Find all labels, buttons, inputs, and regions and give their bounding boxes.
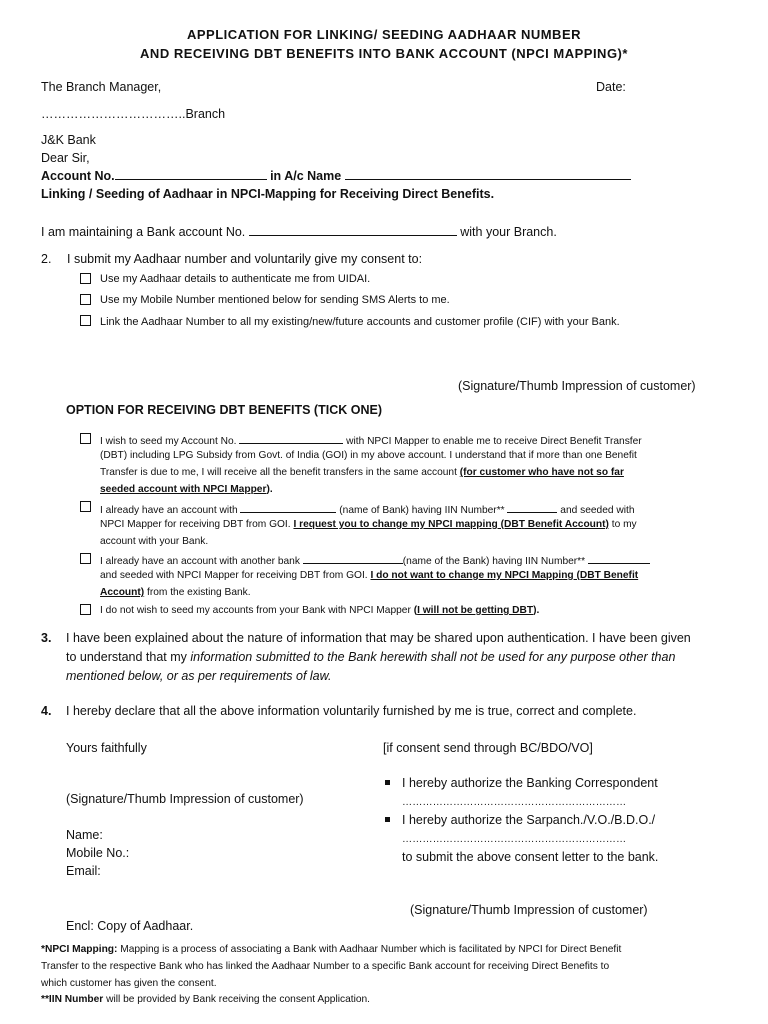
section-3-text-a: to understand that my — [66, 650, 191, 664]
submit-consent-text: to submit the above consent letter to the bank. — [402, 850, 659, 864]
opt1-text-b: with NPCI Mapper to enable me to receive Direct Benefit Transfer — [343, 436, 642, 447]
section-3-italic-a: information submitted to the Bank herewith shall not be used for any purpose other than — [190, 650, 676, 664]
ac-name-field[interactable] — [345, 169, 631, 180]
yours-faithfully: Yours faithfully — [66, 741, 147, 755]
opt1-close: ). — [266, 484, 273, 495]
opt4-open: ( — [413, 605, 418, 616]
consent-checkbox-link[interactable] — [80, 315, 91, 326]
authorize-sarpanch: I hereby authorize the Sarpanch./V.O./B.D.O./ — [402, 813, 656, 827]
opt3-text-d: from the existing Bank. — [144, 587, 251, 598]
section-2-number: 2. — [41, 252, 52, 266]
bank-name: J&K Bank — [41, 133, 96, 147]
salutation: Dear Sir, — [41, 151, 90, 165]
opt3-no-change-a: I do not want to change my NPCI Mapping (DBT Benefit — [370, 570, 639, 581]
opt4-text-a: I do not wish to seed my accounts from your Bank with NPCI Mapper — [100, 605, 414, 616]
dbt-option-2-line3: account with your Bank. — [100, 536, 209, 547]
branch-line — [41, 107, 225, 121]
opt3-text-c: and seeded with NPCI Mapper for receiving DBT from GOI. — [100, 570, 371, 581]
footnote-iin-text: will be provided by Bank receiving the consent Application. — [103, 994, 371, 1005]
opt2-iin-field[interactable] — [507, 502, 557, 513]
account-no-field[interactable] — [115, 169, 267, 180]
footnote-iin — [41, 994, 370, 1005]
declaration-text: I hereby declare that all the above information voluntarily furnished by me is true, correct and complete. — [66, 704, 637, 718]
opt1-text-a: I wish to seed my Account No. — [100, 436, 240, 447]
account-name-line — [41, 169, 631, 183]
bank-account-no-field[interactable] — [249, 225, 457, 236]
footnote-iin-label: **IIN Number — [41, 994, 104, 1005]
customer-signature-2: (Signature/Thumb Impression of customer) — [66, 792, 304, 806]
dbt-option-3-checkbox[interactable] — [80, 553, 91, 564]
addressee: The Branch Manager, — [41, 80, 162, 94]
dbt-option-1-line4 — [100, 484, 273, 495]
footnote-npci-line3: which customer has given the consent. — [41, 978, 217, 989]
dbt-option-4-checkbox[interactable] — [80, 604, 91, 615]
dbt-option-1-line2: (DBT) including LPG Subsidy from Govt. of India (GOI) in my above account. I understand that if more than one Benefit — [100, 450, 637, 461]
section-3-line2 — [66, 650, 675, 664]
opt2-request: I request you to change my NPCI mapping (DBT Benefit Account) — [293, 519, 609, 530]
with-branch-text: with your Branch. — [456, 225, 557, 239]
footnote-npci-line1 — [41, 944, 621, 955]
section-4-number: 4. — [41, 704, 52, 718]
footnote-npci-label: *NPCI Mapping: — [41, 944, 118, 955]
sarpanch-name-dots: ………………………………………………………… — [402, 834, 627, 845]
dbt-option-3-line3 — [100, 587, 251, 598]
dbt-option-1-line1 — [100, 433, 642, 447]
date-label: Date: — [596, 80, 626, 94]
bc-name-dots: ………………………………………………………… — [402, 797, 627, 808]
footnote-npci-line2: Transfer to the respective Bank who has linked the Aadhaar Number to a specific Bank account for receiving Direct Benefits to — [41, 961, 610, 972]
opt3-text-a: I already have an account with another bank — [100, 556, 303, 567]
dbt-options-heading: OPTION FOR RECEIVING DBT BENEFITS (TICK ONE) — [66, 403, 382, 417]
opt3-no-change-b: Account) — [100, 587, 145, 598]
authorize-bc: I hereby authorize the Banking Correspondent — [402, 776, 658, 790]
opt3-text-b: (name of the Bank) having IIN Number** — [402, 556, 588, 567]
consent-item-uidai: Use my Aadhaar details to authenticate me from UIDAI. — [100, 273, 371, 285]
footnote-npci-text1: Mapping is a process of associating a Bank with Aadhaar Number which is facilitated by NPCI for Direct Benefit — [117, 944, 622, 955]
account-no-label: Account No. — [41, 169, 115, 183]
consent-item-sms: Use my Mobile Number mentioned below for sending SMS Alerts to me. — [100, 294, 450, 306]
account-maintaining-line — [41, 225, 557, 239]
maintaining-text: I am maintaining a Bank account No. — [41, 225, 249, 239]
opt1-account-no-field[interactable] — [239, 433, 343, 444]
bullet-icon — [385, 780, 390, 785]
dbt-option-2-line1 — [100, 502, 634, 516]
branch-dots: …………………………….. — [41, 107, 186, 121]
dbt-option-1-line3 — [100, 467, 624, 478]
consent-intro: I submit my Aadhaar number and voluntarily give my consent to: — [67, 252, 423, 266]
subject-line: Linking / Seeding of Aadhaar in NPCI-Mapping for Receiving Direct Benefits. — [41, 187, 495, 201]
opt3-iin-field[interactable] — [588, 553, 650, 564]
opt2-text-b: (name of Bank) having IIN Number** — [336, 505, 508, 516]
authority-signature: (Signature/Thumb Impression of customer) — [410, 903, 648, 917]
opt2-text-e: to my — [608, 519, 637, 530]
section-3-line3: mentioned below, or as per requirements of law. — [66, 669, 332, 683]
form-title-line2: AND RECEIVING DBT BENEFITS INTO BANK ACCOUNT (NPCI MAPPING)* — [140, 46, 628, 61]
mobile-label: Mobile No.: — [66, 846, 130, 860]
consent-through-heading: [if consent send through BC/BDO/VO] — [383, 741, 593, 755]
email-label: Email: — [66, 864, 101, 878]
dbt-option-2-checkbox[interactable] — [80, 501, 91, 512]
branch-label: Branch — [185, 107, 226, 121]
opt1-note-b: seeded account with NPCI Mapper — [100, 484, 267, 495]
customer-signature-1: (Signature/Thumb Impression of customer) — [458, 379, 696, 393]
opt2-text-d: NPCI Mapper for receiving DBT from GOI. — [100, 519, 294, 530]
consent-checkbox-sms[interactable] — [80, 294, 91, 305]
dbt-option-2-line2 — [100, 519, 637, 530]
opt2-text-a: I already have an account with — [100, 505, 241, 516]
name-label: Name: — [66, 828, 103, 842]
opt3-bank-name-field[interactable] — [303, 553, 403, 564]
opt4-no-dbt: I will not be getting DBT — [417, 605, 534, 616]
dbt-option-3-line1 — [100, 553, 650, 567]
enclosure-note: Encl: Copy of Aadhaar. — [66, 919, 194, 933]
section-3-number: 3. — [41, 631, 52, 645]
dbt-option-1-checkbox[interactable] — [80, 433, 91, 444]
dbt-option-3-line2 — [100, 570, 638, 581]
bullet-icon — [385, 817, 390, 822]
consent-item-link: Link the Aadhaar Number to all my existing/new/future accounts and customer profile (CIF) with your Bank. — [100, 316, 620, 328]
opt1-note-a: (for customer who have not so far — [459, 467, 624, 478]
consent-checkbox-uidai[interactable] — [80, 273, 91, 284]
dbt-option-4-line1 — [100, 605, 539, 616]
form-title-line1: APPLICATION FOR LINKING/ SEEDING AADHAAR NUMBER — [187, 27, 581, 42]
opt1-text-c: Transfer is due to me, I will receive all the benefit transfers in the same account — [100, 467, 460, 478]
opt4-close: ). — [533, 605, 540, 616]
ac-name-label: in A/c Name — [266, 169, 345, 183]
opt2-bank-name-field[interactable] — [240, 502, 336, 513]
opt2-text-c: and seeded with — [557, 505, 635, 516]
section-3-line1: I have been explained about the nature of information that may be shared upon authentication. I have been given — [66, 631, 691, 645]
